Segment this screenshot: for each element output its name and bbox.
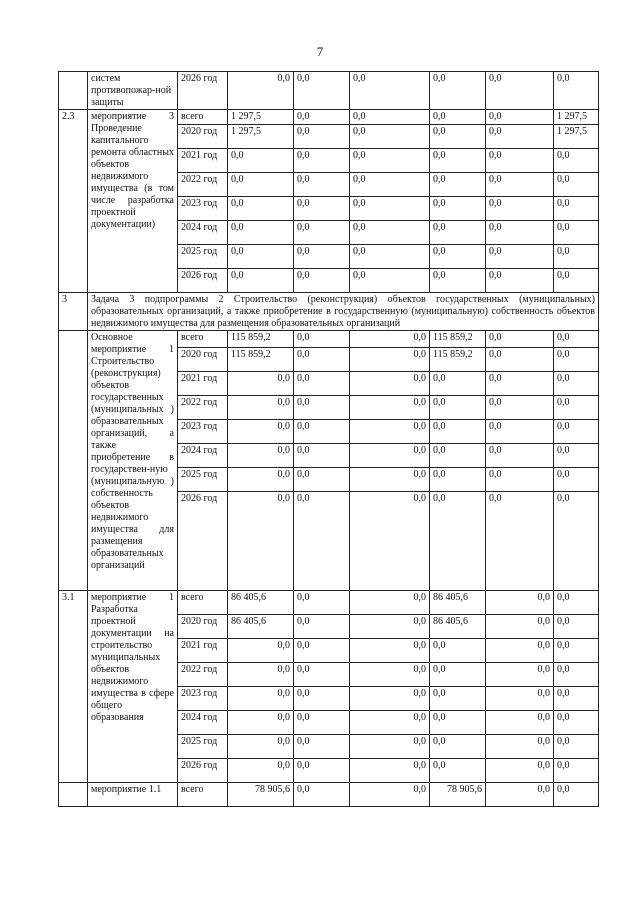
value-cell: 0,0 xyxy=(430,492,486,591)
value-cell: 0,0 xyxy=(228,468,294,492)
period-cell: 2025 год xyxy=(178,735,228,759)
value-cell: 0,0 xyxy=(228,245,294,269)
value-cell: 0,0 xyxy=(430,663,486,687)
task-heading: Задача 3 подпрограммы 2 Строительство (реконструкция) объектов государственных (муниципальных) образовательных организаций, а также приобретение в государственную (муниципальную) собственность объектов недвижимого имущества для размещения образовательных организаций xyxy=(88,293,599,331)
value-cell: 0,0 xyxy=(294,221,350,245)
value-cell: 78 905,6 xyxy=(228,783,294,807)
value-cell: 0,0 xyxy=(430,269,486,293)
value-cell: 86 405,6 xyxy=(430,591,486,615)
value-cell: 86 405,6 xyxy=(228,591,294,615)
value-cell: 0,0 xyxy=(430,468,486,492)
value-cell: 0,0 xyxy=(294,591,350,615)
value-cell: 0,0 xyxy=(228,372,294,396)
value-cell: 0,0 xyxy=(486,221,554,245)
period-cell: 2021 год xyxy=(178,149,228,173)
value-cell: 0,0 xyxy=(486,197,554,221)
value-cell: 0,0 xyxy=(228,444,294,468)
period-cell: 2025 год xyxy=(178,468,228,492)
value-cell: 0,0 xyxy=(486,711,554,735)
value-cell: 0,0 xyxy=(350,735,430,759)
value-cell: 0,0 xyxy=(228,663,294,687)
activity-description: мероприятие 1 Разработка проектной документации на строительство муниципальных объектов недвижимого имущества в сфере общего образования xyxy=(88,591,178,783)
value-cell: 0,0 xyxy=(228,420,294,444)
value-cell: 0,0 xyxy=(350,221,430,245)
value-cell: 0,0 xyxy=(294,468,350,492)
activity-description: мероприятие 1.1 xyxy=(88,783,178,807)
value-cell: 0,0 xyxy=(350,331,430,348)
value-cell: 0,0 xyxy=(294,173,350,197)
value-cell: 0,0 xyxy=(228,639,294,663)
value-cell: 0,0 xyxy=(294,663,350,687)
value-cell: 0,0 xyxy=(486,759,554,783)
value-cell: 0,0 xyxy=(228,711,294,735)
financing-table xyxy=(58,71,599,807)
value-cell: 0,0 xyxy=(350,759,430,783)
period-cell: 2024 год xyxy=(178,444,228,468)
value-cell: 0,0 xyxy=(350,420,430,444)
activity-description: Основное мероприятие 1 Строительство (реконструкция) объектов государственных (муниципальных ) образовательных организаций, а также приобретение в государствен-ную (муниципальную ) собственность объектов недвижимого имущества для размещения образовательных организаций xyxy=(88,331,178,591)
value-cell: 0,0 xyxy=(228,173,294,197)
value-cell: 0,0 xyxy=(350,615,430,639)
period-cell: 2020 год xyxy=(178,348,228,372)
value-cell: 0,0 xyxy=(350,348,430,372)
value-cell: 0,0 xyxy=(430,396,486,420)
value-cell: 0,0 xyxy=(486,591,554,615)
value-cell: 0,0 xyxy=(486,687,554,711)
value-cell: 0,0 xyxy=(430,735,486,759)
period-cell: 2022 год xyxy=(178,396,228,420)
value-cell: 0,0 xyxy=(486,372,554,396)
value-cell: 0,0 xyxy=(294,639,350,663)
value-cell: 0,0 xyxy=(228,492,294,591)
period-cell: 2024 год xyxy=(178,221,228,245)
value-cell: 0,0 xyxy=(294,72,350,110)
table-row xyxy=(59,293,599,331)
value-cell: 0,0 xyxy=(486,468,554,492)
value-cell: 0,0 xyxy=(350,591,430,615)
value-cell: 0,0 xyxy=(486,173,554,197)
value-cell: 0,0 xyxy=(350,687,430,711)
value-cell: 1 297,5 xyxy=(228,110,294,125)
value-cell: 0,0 xyxy=(228,269,294,293)
value-cell: 0,0 xyxy=(350,245,430,269)
value-cell: 0,0 xyxy=(554,783,599,807)
value-cell: 0,0 xyxy=(486,245,554,269)
value-cell: 0,0 xyxy=(294,110,350,125)
value-cell: 0,0 xyxy=(554,420,599,444)
value-cell: 0,0 xyxy=(430,420,486,444)
value-cell: 0,0 xyxy=(486,420,554,444)
value-cell: 0,0 xyxy=(554,245,599,269)
value-cell: 0,0 xyxy=(350,639,430,663)
value-cell: 0,0 xyxy=(350,372,430,396)
period-cell: 2020 год xyxy=(178,125,228,149)
value-cell: 0,0 xyxy=(294,197,350,221)
value-cell: 0,0 xyxy=(350,783,430,807)
value-cell: 0,0 xyxy=(554,331,599,348)
value-cell: 0,0 xyxy=(350,149,430,173)
row-number: 3.1 xyxy=(59,591,88,783)
value-cell: 0,0 xyxy=(486,783,554,807)
value-cell: 0,0 xyxy=(350,173,430,197)
value-cell: 0,0 xyxy=(294,245,350,269)
period-cell: 2021 год xyxy=(178,372,228,396)
value-cell: 0,0 xyxy=(350,197,430,221)
value-cell: 0,0 xyxy=(430,125,486,149)
value-cell: 0,0 xyxy=(554,639,599,663)
value-cell: 0,0 xyxy=(430,110,486,125)
value-cell: 0,0 xyxy=(294,492,350,591)
value-cell: 0,0 xyxy=(486,639,554,663)
value-cell: 0,0 xyxy=(486,492,554,591)
value-cell: 0,0 xyxy=(554,396,599,420)
value-cell: 115 859,2 xyxy=(430,331,486,348)
value-cell: 0,0 xyxy=(350,72,430,110)
period-cell: 2023 год xyxy=(178,197,228,221)
value-cell: 0,0 xyxy=(294,783,350,807)
activity-description: систем противопожар-ной защиты xyxy=(88,72,178,110)
table-row xyxy=(59,331,599,348)
period-cell: всего xyxy=(178,591,228,615)
value-cell: 0,0 xyxy=(554,663,599,687)
period-cell: 2026 год xyxy=(178,72,228,110)
value-cell: 115 859,2 xyxy=(430,348,486,372)
period-cell: всего xyxy=(178,783,228,807)
period-cell: 2022 год xyxy=(178,173,228,197)
value-cell: 0,0 xyxy=(350,269,430,293)
value-cell: 0,0 xyxy=(486,149,554,173)
value-cell: 0,0 xyxy=(430,221,486,245)
value-cell: 0,0 xyxy=(430,687,486,711)
value-cell: 0,0 xyxy=(228,759,294,783)
value-cell: 0,0 xyxy=(430,72,486,110)
value-cell: 0,0 xyxy=(430,245,486,269)
value-cell: 0,0 xyxy=(294,331,350,348)
table-row xyxy=(59,72,599,110)
value-cell: 0,0 xyxy=(554,615,599,639)
value-cell: 0,0 xyxy=(228,735,294,759)
value-cell: 0,0 xyxy=(228,221,294,245)
value-cell: 0,0 xyxy=(294,420,350,444)
period-cell: 2024 год xyxy=(178,711,228,735)
page-number: 7 xyxy=(316,44,324,59)
value-cell: 0,0 xyxy=(350,468,430,492)
value-cell: 0,0 xyxy=(486,348,554,372)
value-cell: 0,0 xyxy=(430,173,486,197)
row-number xyxy=(59,331,88,591)
period-cell: 2022 год xyxy=(178,663,228,687)
value-cell: 0,0 xyxy=(294,125,350,149)
value-cell: 0,0 xyxy=(294,269,350,293)
value-cell: 0,0 xyxy=(554,348,599,372)
value-cell: 0,0 xyxy=(294,396,350,420)
value-cell: 0,0 xyxy=(430,639,486,663)
value-cell: 1 297,5 xyxy=(228,125,294,149)
value-cell: 0,0 xyxy=(294,348,350,372)
value-cell: 1 297,5 xyxy=(554,125,599,149)
value-cell: 0,0 xyxy=(294,735,350,759)
period-cell: 2026 год xyxy=(178,759,228,783)
value-cell: 0,0 xyxy=(430,759,486,783)
value-cell: 115 859,2 xyxy=(228,331,294,348)
value-cell: 1 297,5 xyxy=(554,110,599,125)
value-cell: 115 859,2 xyxy=(228,348,294,372)
value-cell: 0,0 xyxy=(486,72,554,110)
table-row xyxy=(59,591,599,615)
period-cell: 2026 год xyxy=(178,269,228,293)
value-cell: 0,0 xyxy=(228,197,294,221)
value-cell: 0,0 xyxy=(486,444,554,468)
value-cell: 0,0 xyxy=(554,687,599,711)
value-cell: 0,0 xyxy=(430,372,486,396)
value-cell: 0,0 xyxy=(294,149,350,173)
value-cell: 0,0 xyxy=(554,173,599,197)
value-cell: 0,0 xyxy=(554,735,599,759)
value-cell: 0,0 xyxy=(486,110,554,125)
period-cell: 2023 год xyxy=(178,687,228,711)
value-cell: 0,0 xyxy=(554,197,599,221)
period-cell: 2023 год xyxy=(178,420,228,444)
value-cell: 0,0 xyxy=(554,72,599,110)
period-cell: всего xyxy=(178,331,228,348)
value-cell: 0,0 xyxy=(350,492,430,591)
row-number xyxy=(59,72,88,110)
value-cell: 0,0 xyxy=(486,125,554,149)
value-cell: 0,0 xyxy=(430,197,486,221)
value-cell: 0,0 xyxy=(294,615,350,639)
value-cell: 0,0 xyxy=(554,269,599,293)
value-cell: 0,0 xyxy=(350,110,430,125)
value-cell: 0,0 xyxy=(228,396,294,420)
period-cell: всего xyxy=(178,110,228,125)
value-cell: 0,0 xyxy=(350,663,430,687)
table-row xyxy=(59,110,599,125)
value-cell: 0,0 xyxy=(486,615,554,639)
value-cell: 0,0 xyxy=(554,711,599,735)
value-cell: 0,0 xyxy=(554,591,599,615)
value-cell: 0,0 xyxy=(554,468,599,492)
value-cell: 0,0 xyxy=(430,149,486,173)
value-cell: 0,0 xyxy=(554,492,599,591)
activity-description: мероприятие 3 Проведение капитального ремонта областных объектов недвижимого имущества (в том числе разработка проектной документации) xyxy=(88,110,178,293)
value-cell: 0,0 xyxy=(486,269,554,293)
value-cell: 0,0 xyxy=(228,149,294,173)
value-cell: 0,0 xyxy=(430,444,486,468)
value-cell: 86 405,6 xyxy=(430,615,486,639)
value-cell: 0,0 xyxy=(350,125,430,149)
table-row xyxy=(59,783,599,807)
period-cell: 2025 год xyxy=(178,245,228,269)
value-cell: 0,0 xyxy=(228,687,294,711)
value-cell: 0,0 xyxy=(228,72,294,110)
value-cell: 0,0 xyxy=(554,372,599,396)
period-cell: 2021 год xyxy=(178,639,228,663)
value-cell: 0,0 xyxy=(294,711,350,735)
value-cell: 0,0 xyxy=(350,444,430,468)
value-cell: 0,0 xyxy=(554,221,599,245)
period-cell: 2020 год xyxy=(178,615,228,639)
value-cell: 0,0 xyxy=(486,735,554,759)
value-cell: 86 405,6 xyxy=(228,615,294,639)
value-cell: 0,0 xyxy=(350,711,430,735)
value-cell: 0,0 xyxy=(486,396,554,420)
value-cell: 0,0 xyxy=(554,444,599,468)
period-cell: 2026 год xyxy=(178,492,228,591)
value-cell: 0,0 xyxy=(486,663,554,687)
value-cell: 0,0 xyxy=(294,687,350,711)
value-cell: 0,0 xyxy=(430,711,486,735)
value-cell: 0,0 xyxy=(554,759,599,783)
value-cell: 0,0 xyxy=(294,759,350,783)
row-number xyxy=(59,783,88,807)
value-cell: 0,0 xyxy=(294,372,350,396)
value-cell: 0,0 xyxy=(350,396,430,420)
value-cell: 78 905,6 xyxy=(430,783,486,807)
value-cell: 0,0 xyxy=(554,149,599,173)
row-number: 3 xyxy=(59,293,88,331)
row-number: 2.3 xyxy=(59,110,88,293)
value-cell: 0,0 xyxy=(294,444,350,468)
value-cell: 0,0 xyxy=(486,331,554,348)
